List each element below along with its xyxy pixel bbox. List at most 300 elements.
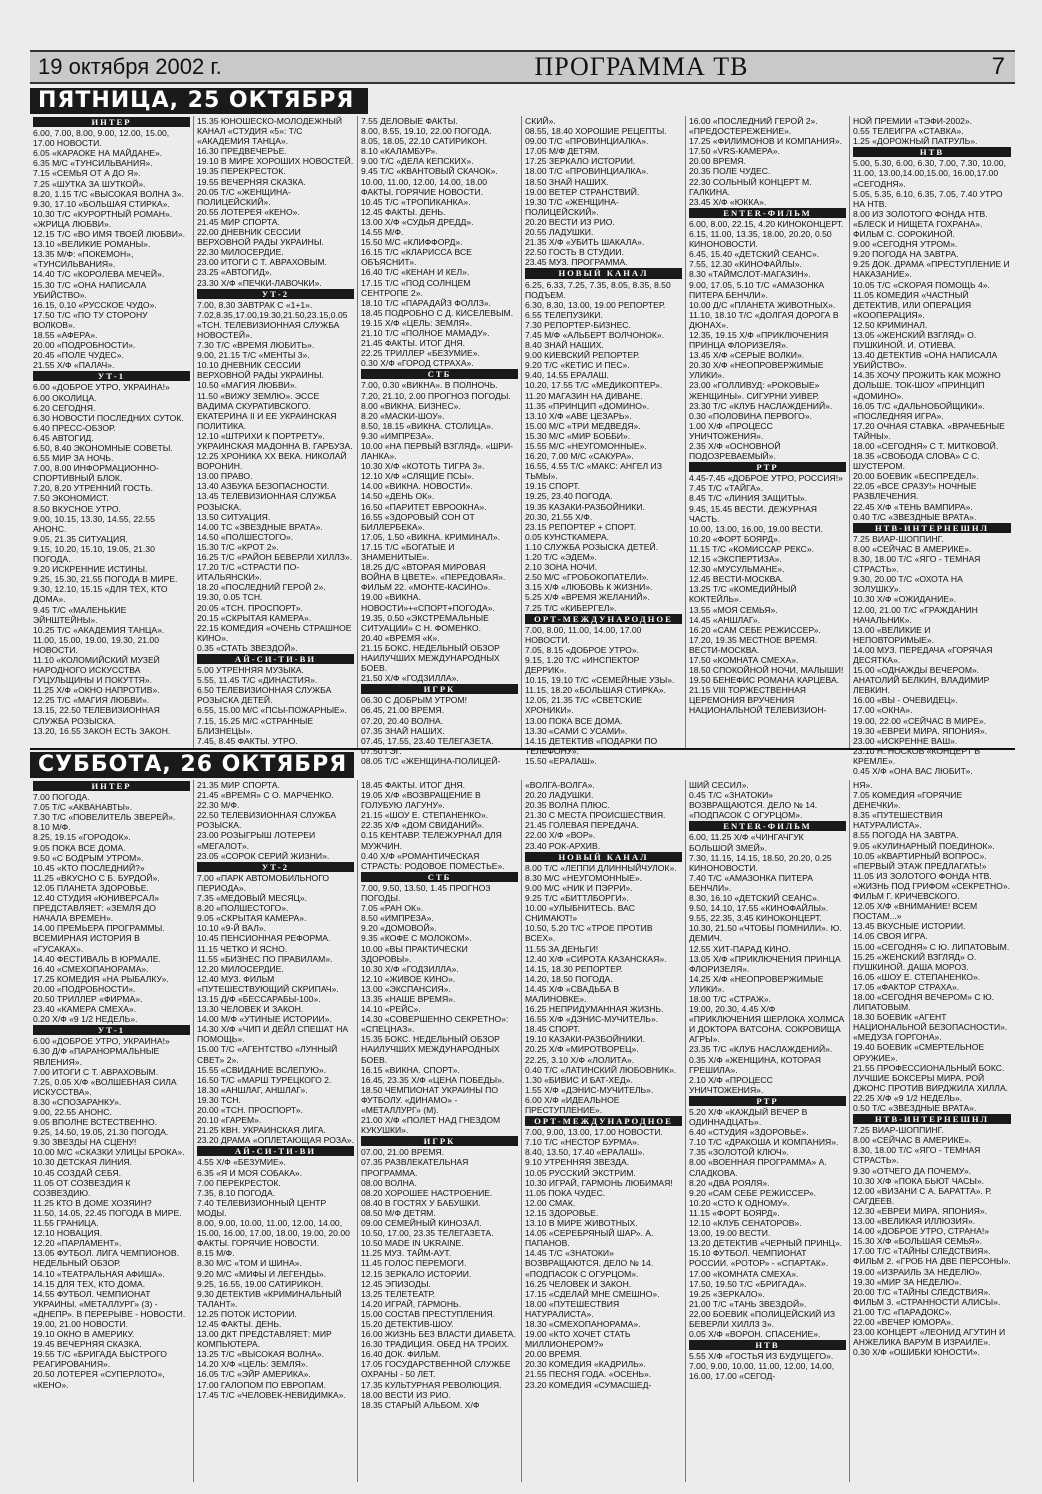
program-listing: 0.20 Х/Ф «9 1/2 НЕДЕЛЬ». — [33, 1014, 138, 1025]
schedule-column — [358, 780, 522, 1482]
program-listing: 1.25 «ДОРОЖНЫЙ ПАТРУЛЬ». — [853, 136, 978, 147]
program-listing: 0.45 Т/С «ЗНАТОКИ» ВОЗВРАЩАЮТСЯ. ДЕЛО № 14. «ПОДПАСОК С ОГУРЦОМ». — [689, 790, 820, 821]
program-listing: 11.25 МУЗ. ТАЙМ-АУТ. — [361, 1248, 452, 1259]
program-listing: 19.00, 20.30, 4.45 Х/Ф «ПРИКЛЮЧЕНИЯ ШЕРЛОКА ХОЛМСА И ДОКТОРА ВАТСОНА. СОКРОВИЩА АГРЫ». — [689, 1004, 847, 1045]
program-listing: 22.15 КОМЕДИЯ «ОЧЕНЬ СТРАШНОЕ КИНО». — [197, 622, 354, 643]
program-listing: 10.30 Х/Ф «ОЖИДАНИЕ». — [853, 594, 957, 605]
program-listing: 14.20 Х/Ф «ЦЕЛЬ: ЗЕМЛЯ». — [197, 1359, 308, 1370]
program-listing: 7.55 ДЕЛОВЫЕ ФАКТЫ. — [361, 116, 458, 126]
program-listing: 23.30 Т/С «КЛУБ НАСЛАЖДЕНИЙ». — [689, 400, 833, 411]
program-listing: 14.05 «СЕРЕБРЯНЫЙ ШАР». А. ПАПАНОВ. — [525, 1228, 656, 1249]
program-listing: 13.00 ПОКА ВСЕ ДОМА. — [525, 715, 623, 726]
program-listing: 13.10 Х/Ф «АВЕ ЦЕЗАРЬ». — [525, 410, 632, 421]
day-heading: ПЯТНИЦА, 25 ОКТЯБРЯ — [30, 88, 368, 114]
channel-header: НТВ-ИНТЕРНЕШНЛ — [853, 1114, 1011, 1124]
program-listing: 15.50 М/С «КЛИФФОРД». — [361, 237, 463, 248]
program-listing: 14.10 «ТЕАТРАЛЬНАЯ АФИША». — [33, 1268, 165, 1279]
program-listing: 07.50 ГЭГ. — [361, 745, 402, 756]
program-listing: 14.55 М/Ф. — [361, 227, 404, 238]
program-listing: 9.05 ПОКА ВСЕ ДОМА. — [33, 842, 126, 853]
program-listing: 11.20 МАГАЗИН НА ДИВАНЕ. — [525, 390, 643, 401]
program-listing: 2.35 Х/Ф «ОСНОВНОЙ ПОДОЗРЕВАЕМЫЙ». — [689, 441, 783, 462]
program-listing: 12.05 ПЛАНЕТА ЗДОРОВЬЕ. — [33, 882, 149, 893]
program-listing: 16.50 Т/С «МАРШ ТУРЕЦКОГО 2. — [197, 1074, 332, 1085]
schedule-column — [850, 116, 1014, 776]
program-listing: 17.15 Т/С «ПОД СОЛНЦЕМ СЕНТРОПЕ 2». — [361, 277, 473, 298]
program-listing: 8.00, 9.00, 10.00, 11.00, 12.00, 14.00, 15.00, 16.00, 17.00, 18.00, 19.00, 20.00 ФАКТЫ. ГОРЯЧИЕ НОВОСТИ. — [197, 1218, 353, 1249]
program-listing: 13.50 СИТУАЦИЯ. — [197, 511, 271, 522]
program-listing: 15.25 «ЖЕНСКИЙ ВЗГЛЯД» О. ПУШКИНОЙ. ДАША МОРОЗ. — [853, 951, 979, 972]
program-listing: 12.10 Х/Ф «СЛЯЩИЕ ПСЫ». — [361, 471, 474, 482]
program-listing: 22.30 МИЛОСЕРДИЕ. — [197, 247, 284, 258]
program-listing: 18.45 СПОРТ. — [525, 1024, 580, 1035]
program-listing: 15.00 «ОДНАЖДЫ ВЕЧЕРОМ». АНАТОЛИЙ БЕЛКИН, ВЛАДИМИР ЛЕВКИН. — [853, 665, 992, 696]
program-listing: 13.45 ВКУСНЫЕ ИСТОРИИ. — [853, 921, 966, 932]
program-listing: 7.05 «РАН ОК». — [361, 903, 424, 914]
program-listing: 9.45 Т/С «МАЛЕНЬКИЕ ЭЙНШТЕЙНЫ». — [33, 604, 129, 625]
program-listing: 08.05 Т/С «ЖЕНЩИНА-ПОЛИЦЕЙ- — [361, 755, 501, 766]
program-listing: 12.45 ФАКТЫ. ДЕНЬ. — [361, 206, 446, 217]
program-listing: 7.35 «МЕДОВЫЙ МЕСЯЦ». — [197, 893, 308, 904]
program-listing: 8.30 М/С «НЕУГОМОННЫЕ». — [525, 872, 643, 883]
program-listing: 21.45 МИР СПОРТА. — [197, 216, 280, 227]
program-listing: 8.25, 19.15 «ГОРОДОК». — [33, 832, 131, 843]
program-listing: 22.00 ДНЕВНИК СЕССИИ ВЕРХОВНОЙ РАДЫ УКРАИНЫ. — [197, 227, 324, 248]
program-listing: 15.30 М/С «МИР БОББИ». — [525, 430, 631, 441]
program-listing: 16.05 Т/С «ЭЙР АМЕРИКА». — [197, 1369, 311, 1380]
program-listing: 11.10 «КОЛОМИЙСКИЙ МУЗЕЙ НАРОДНОГО ИСКУССТВА ГУЦУЛЬЩИНЫ И ПОКУТТЯ». — [33, 654, 163, 686]
program-listing: 13.30 ЧЕЛОВЕК И ЗАКОН. — [197, 1004, 304, 1015]
program-listing: 10.20 «СТО К ОДНОМУ». — [689, 1197, 790, 1208]
program-listing: 20.00 «ПОДРОБНОСТИ». — [33, 340, 136, 351]
schedule-column — [30, 116, 194, 748]
program-listing: 7.25, 0.05 Х/Ф «ВОЛШЕБНАЯ СИЛА ИСКУССТВА». — [33, 1076, 180, 1097]
program-listing: 10.05 РУССКИЙ ЭКСТРИМ. — [525, 1167, 636, 1178]
program-listing: 14.55 ФУТБОЛ. ЧЕМПИОНАТ УКРАИНЫ. «МЕТАЛЛУРГ» (З) - «ДНЕПР». В ПЕРЕРЫВЕ - НОВОСТИ. — [33, 1288, 186, 1319]
program-listing: 8.40 ЗНАЙ НАШИХ. — [525, 340, 604, 351]
channel-header: ИНТЕР — [33, 781, 190, 791]
program-listing: 15.30 Т/С «ОНА НАПИСАЛА УБИЙСТВО». — [33, 279, 149, 300]
program-listing: 5.20 Х/Ф «КАЖДЫЙ ВЕЧЕР В ОДИННАДЦАТЬ». — [689, 1107, 810, 1128]
program-listing: 12.05, 21.35 Т/С «СВЕТСКИЕ ХРОНИКИ». — [525, 695, 645, 716]
channel-header: ENTER-ФИЛЬМ — [689, 821, 846, 831]
program-listing: 19.40 БОЕВИК «СМЕРТЕЛЬНОЕ ОРУЖИЕ». — [853, 1042, 987, 1063]
program-listing: 10.15, 19.10 Т/С «СЕМЕЙНЫЕ УЗЫ». — [525, 675, 675, 686]
program-listing: 8.30 «ТАЙМСЛОТ-МАГАЗИН». — [689, 269, 811, 280]
program-listing: 10.30, 21.50 «ЧТОБЫ ПОМНИЛИ». Ю. ДЕМИЧ. — [689, 923, 845, 944]
program-listing: 7.30 РЕПОРТЕР-БИЗНЕС. — [525, 319, 631, 330]
program-listing: 5.00 УТРЕННЯЯ МУЗЫКА. — [197, 665, 304, 676]
program-listing: 12.15 ЗДОРОВЬЕ. — [525, 1207, 599, 1218]
schedule-column — [194, 780, 358, 1482]
program-listing: 9.25, 15.30, 21.55 ПОГОДА В МИРЕ. — [33, 574, 178, 585]
program-listing: 7.25 ВИАР-ШОППИНГ. — [853, 1125, 944, 1136]
program-listing: 6.55 ТЕЛЕПУЗИКИ. — [525, 309, 603, 320]
channel-header: СТБ — [361, 872, 518, 882]
program-listing: 13.40 АЗБУКА БЕЗОПАСНОСТИ. — [197, 481, 330, 492]
program-listing: 7.00, 9.00, 10.00, 11.00, 12.00, 14.00, 16.00, 17.00 «СЕГОД- — [689, 1361, 837, 1382]
program-listing: 6.35 «Я И МОЯ СОБАКА». — [197, 1167, 303, 1178]
program-listing: 8.00 «СЕЙЧАС В АМЕРИКЕ». — [853, 1135, 972, 1146]
program-listing: 9.00 «СЕГОДНЯ УТРОМ». — [853, 239, 958, 250]
program-listing: 23.20 ДРАМА «ОПЛЕТАЮЩАЯ РОЗА». — [197, 1135, 354, 1146]
program-listing: 08.40 В ГОСТЯХ У БАБУШКИ. — [361, 1197, 481, 1208]
program-listing: 10.50 «МАГИЯ ЛЮБВИ». — [197, 380, 298, 391]
program-listing: 17.25 ЗЕРКАЛО ИСТОРИИ. — [525, 156, 636, 167]
program-listing: 22.45 Х/Ф «ТЕНЬ ВАМПИРА». — [853, 501, 973, 512]
program-listing: 14.50 «ПОЛШЕСТОГО». — [197, 531, 294, 542]
program-listing: 18.00 ВЕСТИ ИЗ РИО. — [361, 1389, 451, 1400]
program-listing: 7.00, 8.30 ЗАВТРАК С «1+1». — [197, 299, 313, 310]
program-listing: 11.05 КОМЕДИЯ «ЧАСТНЫЙ ДЕТЕКТИВ, ИЛИ ОПЕРАЦИЯ «КООПЕРАЦИЯ». — [853, 289, 974, 320]
program-listing: 23.15 РЕПОРТЕР + СПОРТ. — [525, 521, 637, 532]
program-listing: 6.00, 7.00, 8.00, 9.00, 12.00, 15.00, 17.00 НОВОСТИ. — [33, 128, 172, 149]
program-listing: 19.25 «ЗЕРКАЛО». — [689, 1288, 765, 1299]
program-listing: 1.10 СЛУЖБА РОЗЫСКА ДЕТЕЙ. — [525, 541, 659, 552]
program-listing: 15.00 М/С «ТРИ МЕДВЕДЯ». — [525, 420, 641, 431]
program-listing: 11.25 КТО В ДОМЕ ХОЗЯИН? — [33, 1197, 152, 1208]
program-listing: 11.45 ГОЛОС ПЕРЕМОГИ. — [361, 1258, 467, 1269]
program-listing: 11.15 ЧЕТКО И ЯСНО. — [197, 943, 288, 954]
program-listing: 16.55 Х/Ф «ДЭНИС-МУЧИТЕЛЬ». — [525, 1014, 659, 1025]
program-listing: 7.45 М/Ф «АЛЬБЕРТ ВОЛЧОНОК». — [525, 329, 665, 340]
program-listing: 21.15 «ШОУ Е. СТЕПАНЕНКО». — [361, 810, 489, 821]
program-listing: 7.02,8.35,17.00,19.30,21.50,23.15,0.05 «ТСН. ТЕЛЕВИЗИОННАЯ СЛУЖБА НОВОСТЕЙ». — [197, 309, 350, 340]
program-listing: 21.15 VIII ТОРЖЕСТВЕННАЯ ЦЕРЕМОНИЯ ВРУЧЕНИЯ НАЦИОНАЛЬНОЙ ТЕЛЕВИЗИОН- — [689, 685, 827, 716]
program-listing: 21.30 С МЕСТА ПРОИСШЕСТВИЯ. — [525, 810, 666, 821]
program-listing: 0.05 Х/Ф «ВОРОН. СПАСЕНИЕ». — [689, 1329, 821, 1340]
program-listing: 12.10 «КЛУБ СЕНАТОРОВ». — [689, 1218, 802, 1229]
program-listing: 9.05, 21.35 СИТУАЦИЯ. — [33, 533, 128, 544]
schedule-column — [850, 780, 1014, 1482]
program-listing: 20.55 ЛАДУШКИ. — [525, 227, 594, 238]
program-listing: 10.25 Т/С «АКАДЕМИЯ ТАНЦА». — [33, 624, 165, 635]
program-listing: 12.25 Т/С «МАГИЯ ЛЮБВИ». — [33, 695, 150, 706]
program-listing: 22.25 Х/Ф «9 1/2 НЕДЕЛЬ». — [853, 1092, 963, 1103]
program-listing: 14.30 Х/Ф «ЧИП И ДЕЙЛ СПЕШАТ НА ПОМОЩЬ». — [197, 1024, 351, 1045]
program-listing: 23.10 Н. НОСКОВ «КОНЦЕРТ В КРЕМЛЕ». — [853, 745, 983, 766]
program-listing: 14.50 «ДЕНЬ ОК». — [361, 491, 435, 502]
program-listing: 10.45 Т/С «ТРОПИКАНКА». — [361, 196, 471, 207]
program-listing: 0.35 Х/Ф «ЖЕНЩИНА, КОТОРАЯ ГРЕШИЛА». — [689, 1054, 824, 1075]
program-listing: 10.50 MADE IN UKRAINE. — [361, 1238, 464, 1249]
program-listing: 12.45 ВЕСТИ-МОСКВА. — [689, 574, 784, 585]
program-listing: 9.20 М/С «МИФЫ И ЛЕГЕНДЫ». — [197, 1268, 327, 1279]
program-listing: 7.45 Т/С «ТАЙГА». — [689, 483, 763, 494]
program-listing: 11.50, 14.05, 22.45 ПОГОДА В МИРЕ. — [33, 1207, 182, 1218]
program-listing: 10.30 ИГРАЙ, ГАРМОНЬ ЛЮБИМАЯ! — [525, 1177, 673, 1188]
program-listing: 21.00 Т/С «ТАНЬ ЗВЕЗДОЙ». — [689, 1298, 807, 1309]
channel-header: УТ-2 — [197, 862, 354, 872]
program-listing: 8.00 «СЕЙЧАС В АМЕРИКЕ». — [853, 543, 972, 554]
program-listing: 17.05 ГОСУДАРСТВЕННОЙ СЛУЖБЕ ОХРАНЫ - 50 ЛЕТ. — [361, 1359, 513, 1380]
program-listing: 19.10 В МИРЕ ХОРОШИХ НОВОСТЕЙ. — [197, 156, 354, 167]
program-listing: 13.25 Т/С «КОМЕДИЙНЫЙ КОКТЕЙЛЬ». — [689, 584, 799, 605]
program-listing: 20.00 ВРЕМЯ. — [525, 1349, 582, 1360]
program-listing: 0.30 «ПОЛОВИНА ПЕРВОГО». — [689, 410, 813, 421]
program-listing: 10.30 Х/Ф «ПОКА БЬЮТ ЧАСЫ». — [853, 1175, 985, 1186]
program-listing: 8.20, 1.15 Т/С «ВЫСОКАЯ ВОЛНА 3». — [33, 188, 184, 199]
program-listing: 10.45 ПЕНСИОННАЯ РЕФОРМА. — [197, 933, 331, 944]
program-listing: 9.45, 15.45 ВЕСТИ. ДЕЖУРНАЯ ЧАСТЬ. — [689, 503, 820, 524]
program-listing: 8.05, 18.05, 22.10 САТИРИКОН. — [361, 136, 488, 147]
program-listing: 8.35 «ПУТЕШЕСТВИЯ НАТУРАЛИСТА». — [853, 810, 945, 831]
channel-header: УТ-2 — [197, 289, 354, 299]
program-listing: 11.55 ГРАНИЦА. — [33, 1218, 99, 1229]
channel-header: УТ-1 — [33, 371, 190, 381]
program-listing: 8.20 «ПОЛШЕСТОГО». — [197, 903, 289, 914]
program-listing: 19.00 «ВИКНА. НОВОСТИ»+«СПОРТ+ПОГОДА». — [361, 592, 495, 613]
issue-date: 19 октября 2002 г. — [38, 54, 222, 79]
program-listing: 21.00 Т/С «ПАРАДОКС». — [853, 1306, 952, 1317]
program-listing: 5.55 Х/Ф «ГОСТЬЯ ИЗ БУДУЩЕГО». — [689, 1351, 834, 1362]
schedule-column — [522, 780, 686, 1482]
channel-header: РТР — [689, 462, 846, 472]
program-listing: 16.15, 0.10 «РУССКОЕ ЧУДО». — [33, 299, 157, 310]
program-listing: 14.20 ИГРАЙ, ГАРМОНЬ. — [361, 1298, 462, 1309]
program-listing: 23.00 КОНЦЕРТ «ЛЕОНИД АГУТИН И АНЖЕЛИКА ВАРУМ В ИЗРАИЛЕ». — [853, 1327, 1008, 1348]
program-listing: 13.10 В МИРЕ ЖИВОТНЫХ. — [525, 1218, 638, 1229]
program-listing: 7.15, 15.25 М/С «СТРАННЫЕ БЛИЗНЕЦЫ». — [197, 715, 316, 736]
program-listing: 6.20 СЕГОДНЯ. — [33, 402, 96, 413]
channel-header: РТР — [689, 1096, 846, 1106]
program-listing: 11.05 ОТ СОЗВЕЗДИЯ К СОЗВЕЗДИЮ. — [33, 1177, 133, 1198]
program-listing: 19.00 «ИЗРАИЛЬ ЗА НЕДЕЛЮ». — [853, 1266, 983, 1277]
program-listing: 6.30, 8.30, 13.00, 19.00 РЕПОРТЕР. — [525, 299, 666, 310]
program-listing: 6.00, 11.25 Х/Ф «ЧИНГАЧГУК БОЛЬШОЙ ЗМЕЙ». — [689, 832, 807, 853]
program-listing: 13.40 ДЕТЕКТИВ «ОНА НАПИСАЛА УБИЙСТВО». — [853, 350, 1000, 371]
program-listing: 14.00 М/Ф «УТИНЫЕ ИСТОРИИ». — [197, 1014, 332, 1025]
program-listing: НЯ». — [853, 780, 873, 790]
program-listing: 10.45 «КТО ПОСЛЕДНИЙ?» — [33, 862, 145, 873]
program-listing: 9.05 «СКРЫТАЯ КАМЕРА». — [197, 913, 307, 924]
program-listing: 17.05, 1.50 «ВИКНА. КРИМИНАЛ». — [361, 531, 500, 542]
program-listing: 19.30, 0.05 ТСН. — [197, 592, 263, 603]
program-listing: 10.00, 13.00, 16.00, 19.00 ВЕСТИ. — [689, 523, 823, 534]
program-listing: 7.00, 9.50, 13.50, 1.45 ПРОГНОЗ ПОГОДЫ. — [361, 882, 493, 904]
channel-header: ОРТ-МЕЖДУНАРОДНОЕ — [525, 1116, 682, 1126]
program-listing: 19.55 ВЕЧЕРНЯЯ СКАЗКА. — [197, 176, 306, 187]
program-listing: 6.45, 15.40 «ДЕТСКИЙ СЕАНС». — [689, 249, 820, 260]
program-listing: 19.35 КАЗАКИ-РАЗБОЙНИКИ. — [525, 501, 645, 512]
channel-header: АЙ-СИ-ТИ-ВИ — [197, 1146, 354, 1156]
program-listing: 13.15, 22.50 ТЕЛЕВИЗИОННАЯ СЛУЖБА РОЗЫСКА. — [33, 705, 163, 726]
program-listing: 9.30 ДЕТЕКТИВ «КРИМИНАЛЬНЫЙ ТАЛАНТ». — [197, 1288, 345, 1309]
program-listing: 23.40 РОК-АРХИВ. — [525, 840, 601, 851]
program-listing: 23.05 «СОРОК СЕРИЙ ЖИЗНИ». — [197, 850, 330, 861]
program-listing: 10.50, 17.00, 23.35 ТЕЛЕГАЗЕТА. — [361, 1228, 494, 1239]
program-listing: 13.55 «МОЯ СЕМЬЯ». — [689, 604, 778, 615]
schedule-column — [686, 780, 850, 1482]
program-listing: 14.05 СВОЯ ИГРА. — [853, 931, 928, 942]
program-listing: 9.15, 1.20 Т/С «ИНСПЕКТОР ДЕРРИК». — [525, 654, 642, 676]
program-listing: 19.00 ВЕТЕР СТРАНСТВИЙ. — [525, 186, 640, 197]
program-listing: 17.00 «КОМНАТА СМЕХА». — [689, 1268, 799, 1279]
program-listing: 8.20 «ДВА РОЯЛЯ». — [689, 1177, 770, 1188]
program-listing: 21.35 Х/Ф «УБИТЬ ШАКАЛА». — [525, 237, 645, 248]
program-listing: 11.00, 15.00, 19.00, 19.30, 21.00 НОВОСТИ. — [33, 634, 162, 655]
program-listing: 23.20 КОМЕДИЯ «СУМАСШЕД- — [525, 1379, 652, 1390]
program-listing: 14.40 ФЕСТИВАЛЬ В ЮРМАЛЕ. — [33, 953, 161, 964]
program-listing: 22.50 ТЕЛЕВИЗИОННАЯ СЛУЖБА РОЗЫСКА. — [197, 810, 339, 831]
program-listing: 19.50 БЕНЕФИС РОМАНА КАРЦЕВА. — [689, 675, 840, 686]
program-listing: 16.05 «ШОУ Е. СТЕПАНЕНКО». — [853, 971, 981, 982]
program-listing: 17.50 «КОМНАТА СМЕХА». — [689, 654, 799, 665]
program-listing: 8.30, 18.00 Т/С «ЯГО - ТЕМНАЯ СТРАСТЬ». — [853, 554, 983, 575]
program-listing: 14.00 МУЗ. ПЕРЕДАЧА «ГОРЯЧАЯ ДЕСЯТКА». — [853, 644, 995, 665]
program-listing: 20.30 Х/Ф «НЕОПРОВЕРЖИМЫЕ УЛИКИ». — [689, 360, 826, 381]
program-listing: 09.00 Т/С «ПРОВИНЦИАЛКА». — [525, 136, 649, 147]
channel-header: НОВЫЙ КАНАЛ — [525, 268, 682, 278]
program-listing: 21.45 «ВРЕМЯ» С О. МАРЧЕНКО. — [197, 790, 334, 801]
program-listing: 7.30 Т/С «ВРЕМЯ ЛЮБИТЬ». — [197, 340, 315, 351]
program-listing: 19.30 «МИР ЗА НЕДЕЛЮ». — [853, 1276, 962, 1287]
program-listing: 9.20 ПОГОДА НА ЗАВТРА. — [853, 249, 959, 260]
program-listing: 14.30 «СОВЕРШЕННО СЕКРЕТНО»: «СПЕЦНАЗ». — [361, 1014, 511, 1035]
program-listing: 10.00 М/С «СКАЗКИ УЛИЦЫ БРОКА». — [33, 1147, 185, 1158]
publication-title: ПРОГРАММА ТВ — [534, 52, 749, 81]
program-listing: 10.30 Т/С «КУРОРТНЫЙ РОМАН». «ЖРИЦА ЛЮБВИ». — [33, 208, 175, 229]
program-listing: 18.35 СТАРЫЙ АЛЬБОМ. Х/Ф — [361, 1399, 480, 1410]
program-listing: 8.00, 8.55, 19.10, 22.00 ПОГОДА. — [361, 126, 492, 137]
program-listing: 6.30 НОВОСТИ ПОСЛЕДНИХ СУТОК. — [33, 412, 184, 423]
program-listing: 13.00 ДКТ ПРЕДСТАВЛЯЕТ: МИР КОМПЬЮТЕРА. — [197, 1329, 335, 1350]
program-listing: 20.30, 21.55 Х/Ф. — [525, 511, 593, 522]
program-listing: 12.15 Т/С «ВО ИМЯ ТВОЕЙ ЛЮБВИ». — [33, 229, 186, 240]
program-listing: 18.20 «ПОСЛЕДНИЙ ГЕРОЙ 2». — [197, 582, 326, 593]
program-listing: 13.10 «ВЕЛИКИЕ РОМАНЫ». — [33, 239, 151, 250]
program-listing: 3.15 Х/Ф «ЛЮБОВЬ К ЖИЗНИ». — [525, 582, 653, 593]
channel-header: ИГРК — [361, 1136, 518, 1146]
program-listing: 16.55, 4.55 Т/С «МАКС: АНГЕЛ ИЗ ТЬМЫ». — [525, 461, 665, 482]
program-listing: 1.55 Х/Ф «ДЭНИС-МУЧИТЕЛЬ». — [525, 1084, 654, 1095]
program-listing: 0.40 Х/Ф «РОМАНТИЧЕСКАЯ СТРАСТЬ: РОДОВОЕ ПОМЕСТЬЕ». — [361, 850, 505, 871]
program-listing: 16.25 Т/С «РАЙОН БЕВЕРЛИ ХИЛЛЗ». — [197, 552, 353, 563]
program-listing: 10.30 ДЕТСКАЯ ЛИНИЯ. — [33, 1157, 133, 1168]
program-listing: 07.35 ЗНАЙ НАШИХ. — [361, 725, 445, 736]
program-listing: 16.15 Т/С «КЛАРИССА ВСЕ ОБЪЯСНИТ». — [361, 247, 475, 268]
program-listing: 13.20 ДЕТЕКТИВ «ЧЕРНЫЙ ПРИНЦ». — [689, 1238, 843, 1249]
program-listing: 18.45 ФАКТЫ. ИТОГ ДНЯ. — [361, 780, 465, 790]
channel-header: НТВ-ИНТЕРНЕШНЛ — [853, 523, 1011, 533]
program-listing: 11.35 «ПРИНЦИП «ДОМИНО». — [525, 400, 650, 411]
program-listing: 21.55 Х/Ф «ПАЛАЧ». — [33, 360, 115, 371]
program-listing: 17.00 ГАЛОПОМ ПО ЕВРОПАМ. — [197, 1379, 327, 1390]
program-listing: 10.00 «НА ПЕРВЫЙ ВЗГЛЯД». «ШРИ-ЛАНКА». — [361, 441, 513, 462]
program-listing: 21.55 ПРОФЕССИОНАЛЬНЫЙ БОКС. ЛУЧШИЕ БОКСЕРЫ МИРА. РОЙ ДЖОНС ПРОТИВ ВИРДЖИЛА ХИЛЛА. — [853, 1062, 1009, 1093]
program-listing: 7.00 ИТОГИ С Т. АВРАХОВЫМ. — [33, 1066, 159, 1077]
program-listing: 13.00 «ВЕЛИКИЕ И НЕПОВТОРИМЫЕ». — [853, 624, 935, 645]
program-listing: 19.45 ВЕЧЕРНЯЯ СКАЗКА. — [33, 1339, 142, 1350]
program-listing: 19.00, 21.00 НОВОСТИ. — [33, 1318, 128, 1329]
program-listing: 17.50 «VRS-КАМЕРА». — [689, 146, 780, 157]
program-listing: 15.00 «СЕГОДНЯ» С Ю. ЛИПАТОВЫМ. — [853, 941, 1010, 952]
program-listing: 18.30 «СМЕХОПАНОРАМА». — [525, 1318, 641, 1329]
program-listing: 19.15 Х/Ф «ЦЕЛЬ: ЗЕМЛЯ». — [361, 317, 472, 328]
program-listing: 12.30 «МУСУЛЬМАНЕ». — [689, 564, 785, 575]
program-listing: 18.10 Т/С «ПАРАДАЙЗ ФОЛЛЗ». — [361, 297, 492, 308]
program-listing: 22.50 ГОСТЬ В СТУДИИ. — [525, 247, 624, 258]
program-listing: 23.45 МУЗ. ПРОГРАММА. — [525, 257, 628, 268]
program-listing: 21.15 БОКС. НЕДЕЛЬНЫЙ ОБЗОР НАИЛУЧШИХ МЕЖДУНАРОДНЫХ БОЕВ. — [361, 642, 503, 674]
program-listing: 13.05 Х/Ф «ПРИКЛЮЧЕНИЯ ПРИНЦА ФЛОРИЗЕЛЯ». — [689, 953, 844, 974]
program-listing: 14.45 Х/Ф «СВАДЬБА В МАЛИНОВКЕ». — [525, 983, 622, 1004]
program-listing: 1.20 Т/С «ЭДЕМ». — [525, 552, 597, 563]
program-listing: 20.10 «ГАРЕМ». — [197, 1115, 262, 1126]
program-listing: 9.30, 12.10, 15.15 «ДЛЯ ТЕХ, КТО ДОМА». — [33, 584, 170, 605]
program-listing: 8.55 ПОГОДА НА ЗАВТРА. — [853, 830, 959, 841]
program-listing: 14.25 Х/Ф «НЕОПРОВЕРЖИМЫЕ УЛИКИ». — [689, 973, 826, 994]
program-listing: 21.00 Х/Ф «ПОЛЕТ НАД ГНЕЗДОМ КУКУШКИ». — [361, 1115, 503, 1136]
program-listing: 15.55 «СВИДАНИЕ ВСЛЕПУЮ». — [197, 1064, 327, 1075]
program-listing: 16.20 «САМ СЕБЕ РЕЖИССЕР». — [689, 624, 821, 635]
program-listing: 8.40, 13.50, 17.40 «ЕРАЛАШ». — [525, 1147, 645, 1158]
program-listing: 18.00 «ПУТЕШЕСТВИЯ НАТУРАЛИСТА». — [525, 1298, 622, 1319]
program-listing: 12.00 СМАК. — [525, 1197, 576, 1208]
program-listing: 9.50 «С БОДРЫМ УТРОМ». — [33, 852, 144, 863]
program-listing: 20.15 «СКРЫТАЯ КАМЕРА». — [197, 612, 312, 623]
program-listing: 12.40 СТУДИЯ «ЮНИВЕРСАЛ» ПРЕДСТАВЛЯЕТ: «ЗЕМЛЯ ДО НАЧАЛА ВРЕМЕН». — [33, 893, 162, 924]
program-listing: 0.45 Х/Ф «ОНА ВАС ЛЮБИТ». — [853, 766, 973, 776]
saturday-section — [30, 752, 1015, 1482]
program-listing: 07.00, 21.00 ВРЕМЯ. — [361, 1147, 445, 1158]
program-listing: 10.20, 17.55 Т/С «МЕДИКОПТЕР». — [525, 380, 663, 391]
program-listing: 20.35 ПОЛЕ ЧУДЕС. — [689, 166, 771, 177]
program-listing: 20.05 Т/С «ЖЕНЩИНА-ПОЛИЦЕЙСКИЙ». — [197, 186, 291, 207]
program-listing: 12.00 «ВИЗАНИ С А. БАРАТТА». Р. САГДЕЕВ. — [853, 1185, 995, 1206]
program-listing: 19.10 ОКНО В АМЕРИКУ. — [33, 1329, 135, 1340]
program-listing: 07.35 РАЗВЛЕКАТЕЛЬНАЯ ПРОГРАММА. — [361, 1157, 471, 1178]
program-listing: 9.00, 17.05, 5.10 Т/С «АМАЗОНКА ПИТЕРА БЕНЧЛИ». — [689, 279, 827, 300]
program-listing: 14.20, 18.50 ПОГОДА. — [525, 973, 613, 984]
program-listing: 16.40 «СМЕХОПАНОРАМА». — [33, 963, 149, 974]
channel-header: НОВЫЙ КАНАЛ — [525, 852, 682, 862]
program-listing: 21.25 КВН. УКРАИНСКАЯ ЛИГА. — [197, 1125, 326, 1136]
program-listing: 16.25 ЧЕЛОВЕК И ЗАКОН. — [525, 1278, 632, 1289]
schedule-column — [522, 116, 686, 766]
program-listing: 12.45 ЭПИЗОДЫ. — [361, 1278, 431, 1289]
program-listing: 10.30 Х/Ф «ГОДЗИЛЛА». — [361, 963, 459, 974]
program-listing: 7.00, 0.30 «ВИКНА». В ПОЛНОЧЬ. — [361, 380, 498, 391]
program-listing: 13.35 «НАШЕ ВРЕМЯ». — [361, 993, 456, 1004]
program-listing: 19.10 КАЗАКИ-РАЗБОЙНИКИ. — [525, 1034, 645, 1045]
program-listing: 9.30 ЗВЕЗДЫ НА СЦЕНУ! — [33, 1137, 137, 1148]
program-listing: 0.40 Т/С «ЗВЕЗДНЫЕ ВРАТА». — [853, 511, 977, 522]
program-listing: 7.25 ВИАР-ШОППИНГ. — [853, 533, 944, 544]
program-listing: 16.30 ПРЕДВЕЧЕРЬЕ. — [197, 146, 287, 157]
program-listing: 19.00, 22.00 «СЕЙЧАС В МИРЕ». — [853, 715, 987, 726]
program-listing: 17.35 КУЛЬТУРНАЯ РЕВОЛЮЦИЯ. — [361, 1379, 502, 1390]
program-listing: 17.25 «ФИЛИМОНОВ И КОМПАНИЯ». — [689, 136, 843, 147]
program-listing: 16.50 «ПАРИТЕТ ЕВРООКНА». — [361, 501, 487, 512]
program-listing: 13.00 ПРАВО. — [197, 471, 253, 482]
program-listing: 21.55 ПЕСНЯ ГОДА. «ОСЕНЬ». — [525, 1369, 652, 1380]
schedule-column — [30, 780, 194, 1482]
program-listing: 7.25 Т/С «КИБЕРГЕЛ». — [525, 602, 617, 613]
program-listing: 7.00, 9.00, 13.00, 17.00 НОВОСТИ. — [525, 1127, 663, 1138]
program-listing: 6.30 Д/Ф «ПАРАНОРМАЛЬНЫЕ ЯВЛЕНИЯ». — [33, 1046, 162, 1067]
program-listing: 12.10 «ШТРИХИ К ПОРТРЕТУ». УКРАИНСКАЯ МАДОННА В. ГАРБУЗА. — [197, 430, 353, 451]
program-listing: 20.00 БОЕВИК «БЕСПРЕДЕЛ». — [853, 471, 979, 482]
program-listing: 20.25 Х/Ф «МИРОТВОРЕЦ». — [525, 1044, 639, 1055]
program-listing: 11.55 ЗА ДЕНЬГИ! — [525, 943, 599, 954]
program-listing: 20.40 «ВРЕМЯ «К». — [361, 632, 440, 643]
program-listing: 15.30 Т/С «КРОТ 2». — [197, 541, 279, 552]
program-listing: 12.45 ФАКТЫ. ДЕНЬ. — [197, 1318, 282, 1329]
program-listing: 22.05 «ВСЕ СРАЗУ!» НОЧНЫЕ РАЗВЛЕЧЕНИЯ. — [853, 481, 979, 502]
program-listing: 18.00 «СЕГОДНЯ ВЕЧЕРОМ» С Ю. ЛИПАТОВЫМ. — [853, 991, 997, 1013]
program-listing: 7.00 «ПАРК АВТОМОБИЛЬНОГО ПЕРИОДА». — [197, 872, 332, 893]
